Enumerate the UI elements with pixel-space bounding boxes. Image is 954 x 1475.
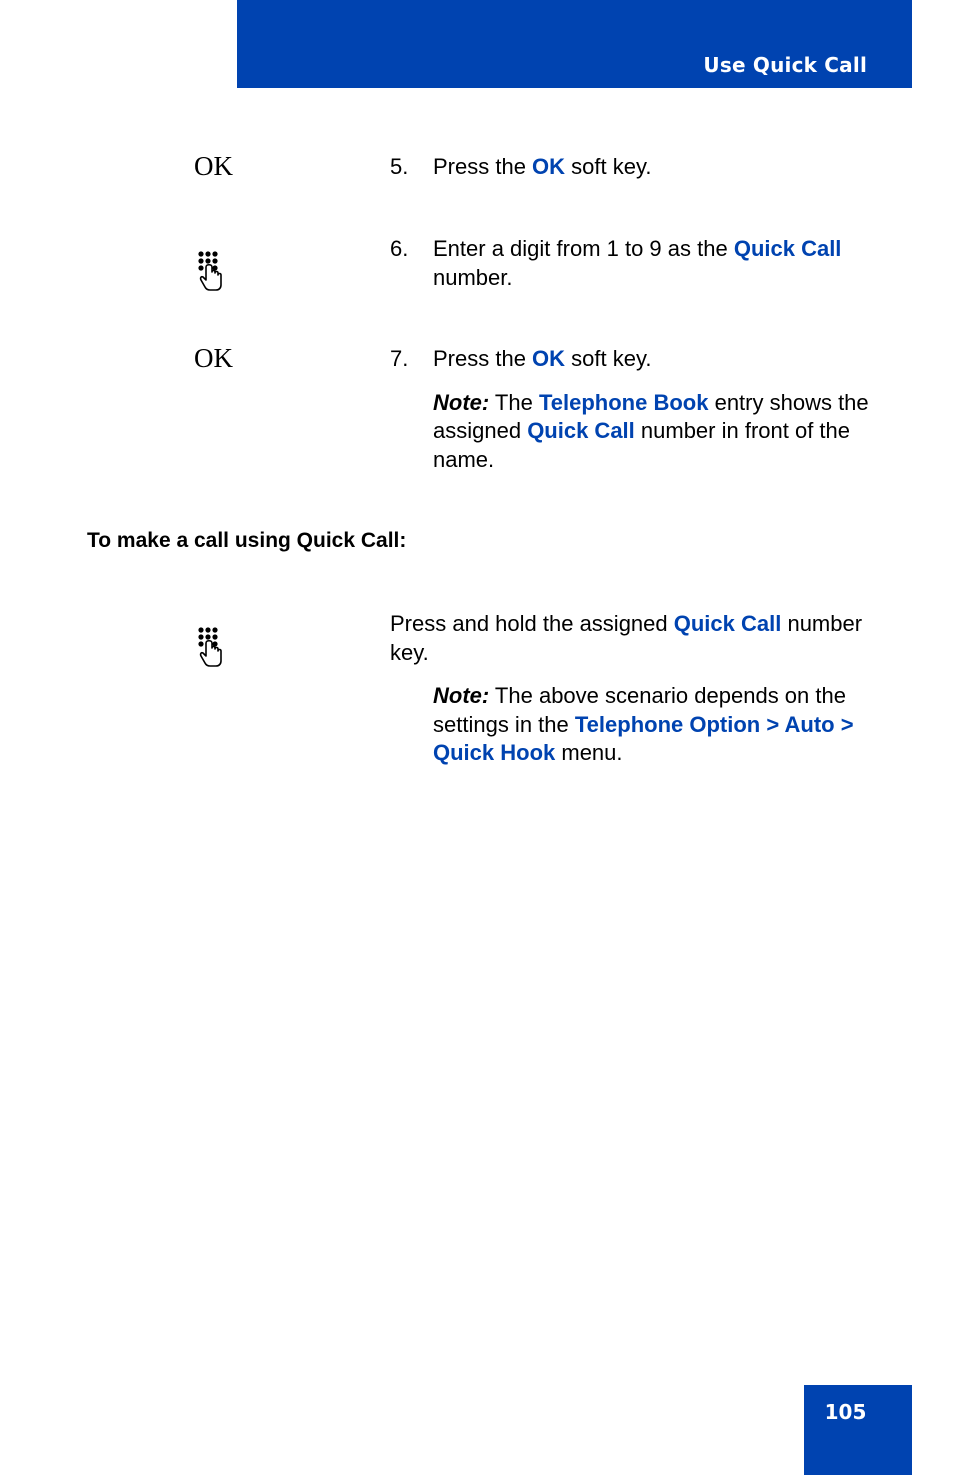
note: Note: The Telephone Book entry shows the assigned Quick Call number in front of the name. [433,389,869,472]
step-number: 7. [390,346,409,371]
note-label: Note: [433,389,490,415]
call-step-text: Press and hold the assigned Quick Call number key. [390,611,863,665]
call-step [390,610,870,768]
page-header-title: Use Quick Call [703,53,867,77]
step-6 [390,235,870,292]
keyword: Telephone Book [538,389,709,415]
step-number: 6. [390,236,409,261]
keypad-icon [196,250,226,292]
step-5 [390,153,870,182]
step-7 [390,345,870,474]
keyword: Telephone Option > Auto > Quick Hook [433,711,854,765]
ok-softkey-icon: OK [194,343,233,373]
keyword: OK [532,154,566,179]
header-bar [237,0,912,88]
page-number: 105 [824,1400,867,1424]
note: Note: The above scenario depends on the settings in the Telephone Option > Auto > Quick Hook menu. [433,683,854,765]
keyword: OK [532,346,566,371]
step-5-text: 5. Press the OK soft key. [390,153,870,182]
keypad-icon [196,626,226,668]
page-number-box [804,1385,912,1475]
section-heading: To make a call using Quick Call: [87,529,407,552]
step-6-text: 6. Enter a digit from 1 to 9 as the Quick Call number. [390,236,842,290]
keyword: Quick Call [527,418,635,443]
ok-softkey-icon: OK [194,151,233,181]
step-number: 5. [390,154,409,179]
step-7-text: 7. Press the OK soft key. [390,345,870,374]
keyword: Quick Call [733,236,842,261]
note-label: Note: [433,683,490,708]
keyword: Quick Call [673,611,782,636]
